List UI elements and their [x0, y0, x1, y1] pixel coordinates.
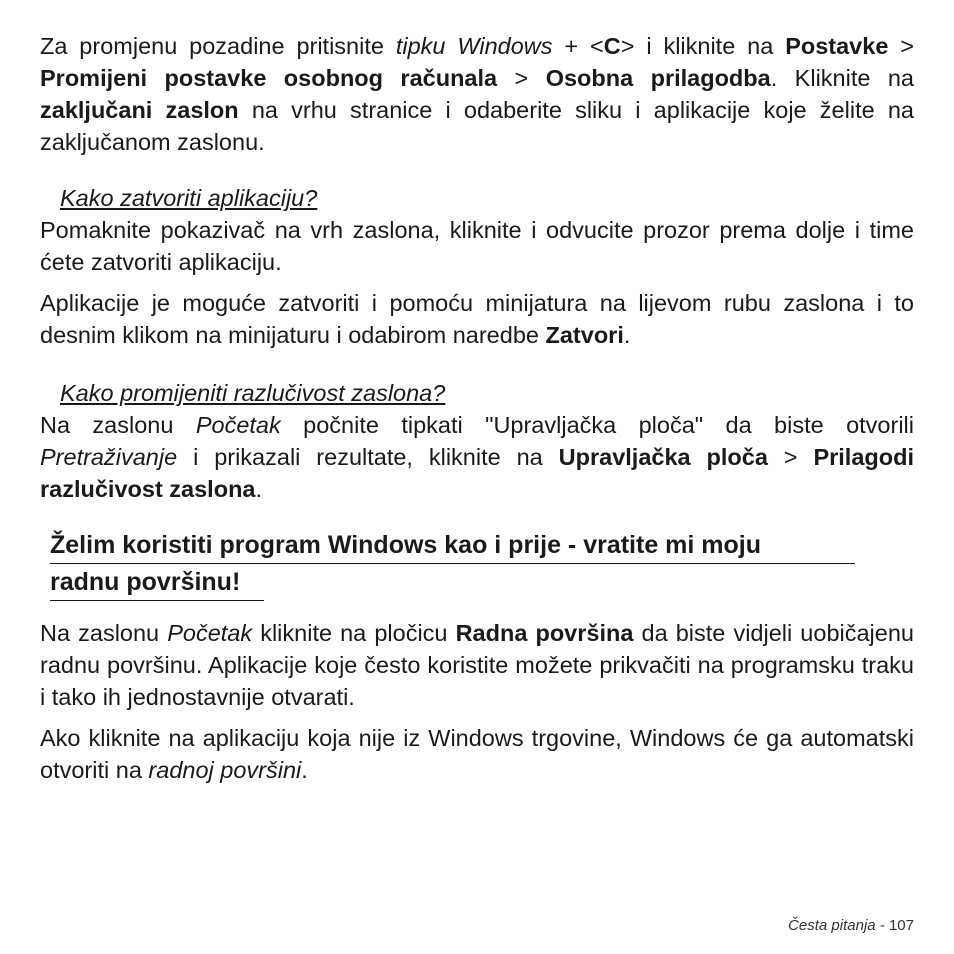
text-run: počnite tipkati "Upravljačka ploča" da biste otvorili — [280, 412, 914, 438]
text-run: > i kliknite na — [620, 33, 786, 59]
bold-run: Zatvori — [545, 322, 624, 348]
page-content — [40, 30, 914, 786]
text-run: . — [301, 757, 308, 783]
italic-run: Početak — [167, 620, 253, 646]
text-run: . — [255, 476, 263, 502]
desktop-paragraph-2 — [40, 722, 914, 786]
desktop-paragraph-1 — [40, 617, 914, 713]
text-run: i prikazali rezultate, kliknite na — [177, 444, 559, 470]
text-run: > — [888, 33, 915, 59]
section-heading-line-1: Želim koristiti program Windows kao i prije - vratite mi moju — [50, 527, 855, 564]
bold-run: zaključani zaslon — [40, 97, 239, 123]
bold-run: Osobna prilagodba — [545, 65, 771, 91]
footer-section-label: Česta pitanja - — [788, 917, 889, 934]
italic-run: Početak — [195, 412, 281, 438]
section-heading — [40, 527, 855, 601]
close-app-paragraph-2 — [40, 287, 914, 351]
bold-run: Prilagodi razlučivost zaslona — [40, 444, 914, 502]
page-number: 107 — [888, 917, 914, 934]
bold-run: Upravljačka ploča — [558, 444, 768, 470]
italic-run: Pretraživanje — [40, 444, 178, 470]
bold-run: Radna površina — [455, 620, 634, 646]
bold-run: Promijeni postavke osobnog računala — [40, 65, 498, 91]
question-heading-close-app: Kako zatvoriti aplikaciju? — [60, 185, 318, 211]
text-run: + < — [552, 33, 604, 59]
text-run: > — [497, 65, 546, 91]
section-heading-line-2: radnu površinu! — [50, 564, 264, 601]
text-run: Za promjenu pozadine pritisnite — [40, 33, 396, 59]
text-run: . — [623, 322, 631, 348]
italic-run: tipku Windows — [395, 33, 553, 59]
bold-run: C — [603, 33, 621, 59]
text-run: . Kliknite na — [770, 65, 914, 91]
text-run: Aplikacije je moguće zatvoriti i pomoću minijatura na lijevom rubu zaslona i to desnim klikom na minijaturu i odabirom naredbe — [40, 290, 914, 348]
intro-paragraph — [40, 30, 914, 158]
close-app-paragraph-1: Pomaknite pokazivač na vrh zaslona, kliknite i odvucite prozor prema dolje i time ćete zatvoriti aplikaciju. — [40, 217, 914, 275]
text-run: Ako kliknite na aplikaciju koja nije iz Windows trgovine, Windows će ga automatski otvoriti na — [40, 725, 914, 783]
text-run: da biste vidjeli uobičajenu radnu površinu. Aplikacije koje često koristite možete prikvačiti na programsku traku i tako ih jednostavnije otvarati. — [40, 620, 914, 710]
text-run: > — [767, 444, 814, 470]
resolution-paragraph — [40, 409, 914, 505]
text-run: Na zaslonu — [40, 412, 196, 438]
page-footer — [788, 917, 914, 934]
text-run: na vrhu stranice i odaberite sliku i aplikacije koje želite na zaključanom zaslonu. — [40, 97, 914, 155]
text-run: kliknite na pločicu — [252, 620, 456, 646]
bold-run: Postavke — [785, 33, 889, 59]
question-heading-resolution: Kako promijeniti razlučivost zaslona? — [60, 380, 446, 406]
text-run: Na zaslonu — [40, 620, 168, 646]
italic-run: radnoj površini — [148, 757, 302, 783]
